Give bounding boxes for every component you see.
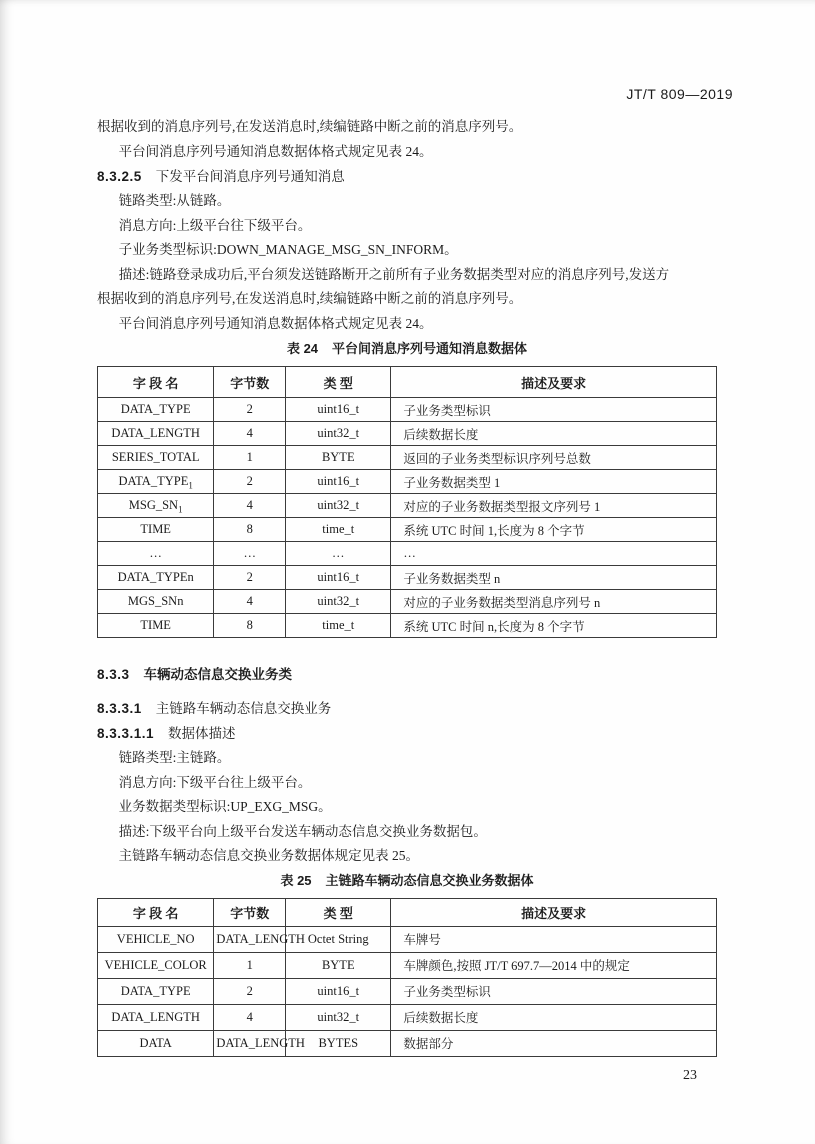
table-cell-bytes: … xyxy=(214,542,286,566)
body-line: 平台间消息序列号通知消息数据体格式规定见表 24。 xyxy=(118,143,433,159)
table-cell-field: … xyxy=(98,542,214,566)
table-cell-field: TIME xyxy=(98,614,214,638)
table-cell-desc: 子业务类型标识 xyxy=(391,978,717,1004)
col-header-type: 类 型 xyxy=(286,367,391,398)
body-line: 描述:链路登录成功后,平台须发送链路断开之前所有子业务数据类型对应的消息序列号,发送方 xyxy=(118,266,670,282)
table-row xyxy=(98,518,717,542)
page-number: 23 xyxy=(683,1067,697,1083)
table-row xyxy=(98,590,717,614)
col-header-type: 类 型 xyxy=(286,898,391,926)
table-cell-desc: 车牌颜色,按照 JT/T 697.7—2014 中的规定 xyxy=(391,952,717,978)
table-cell-bytes: DATA_LENGTH xyxy=(214,1030,286,1056)
field-subscript: 1 xyxy=(178,504,183,515)
table-cell-type: uint16_t xyxy=(286,978,391,1004)
table-cell-desc: 对应的子业务数据类型报文序列号 1 xyxy=(391,494,717,518)
col-header-description: 描述及要求 xyxy=(391,367,717,398)
table-cell-desc: 子业务数据类型 1 xyxy=(391,470,717,494)
table-cell-type: uint32_t xyxy=(286,494,391,518)
col-header-field-name: 字 段 名 xyxy=(98,898,214,926)
table-cell-bytes: 1 xyxy=(214,446,286,470)
table-cell-field: MGS_SNn xyxy=(98,590,214,614)
table-25-label: 表 25 xyxy=(280,872,312,888)
table-cell-bytes: DATA_LENGTH xyxy=(214,926,286,952)
table-cell-bytes: 8 xyxy=(214,518,286,542)
section-8-3-2-5-body xyxy=(97,189,717,336)
table-cell-desc: 后续数据长度 xyxy=(391,1004,717,1030)
table-25-title: 主链路车辆动态信息交换业务数据体 xyxy=(325,872,534,888)
body-line: 子业务类型标识:DOWN_MANAGE_MSG_SN_INFORM。 xyxy=(118,242,458,257)
table-cell-desc: 子业务类型标识 xyxy=(391,398,717,422)
table-24-label: 表 24 xyxy=(286,341,319,356)
section-number: 8.3.2.5 xyxy=(97,169,142,184)
table-cell-field: DATA_TYPE xyxy=(98,978,214,1004)
table-25-caption xyxy=(97,871,717,891)
table-cell-desc: 车牌号 xyxy=(391,926,717,952)
table-cell-bytes: 4 xyxy=(214,590,286,614)
section-title: 数据体描述 xyxy=(168,726,236,741)
body-line: 平台间消息序列号通知消息数据体格式规定见表 24。 xyxy=(118,315,433,331)
section-title: 主链路车辆动态信息交换业务 xyxy=(155,701,332,716)
table-row xyxy=(98,978,717,1004)
table-row xyxy=(98,614,717,638)
table-cell-desc: 子业务数据类型 n xyxy=(391,566,717,590)
table-row xyxy=(98,1030,717,1056)
table-cell-type: time_t xyxy=(286,614,391,638)
table-row xyxy=(98,422,717,446)
table-row xyxy=(98,446,717,470)
section-number: 8.3.3 xyxy=(97,667,130,682)
table-cell-desc: 数据部分 xyxy=(391,1030,717,1056)
running-header xyxy=(97,86,733,103)
section-number: 8.3.3.1.1 xyxy=(97,726,155,741)
section-title: 车辆动态信息交换业务类 xyxy=(143,667,293,682)
table-24-title: 平台间消息序列号通知消息数据体 xyxy=(332,341,528,356)
body-line: 根据收到的消息序列号,在发送消息时,续编链路中断之前的消息序列号。 xyxy=(97,291,523,306)
table-cell-type: BYTE xyxy=(286,952,391,978)
intro-paragraphs xyxy=(97,115,717,164)
table-cell-type: uint16_t xyxy=(286,470,391,494)
table-cell-field: TIME xyxy=(98,518,214,542)
table-24-header-row xyxy=(98,367,717,398)
table-cell-field: $DATA\_TYPE_1$ xyxy=(98,470,214,494)
table-row xyxy=(98,1004,717,1030)
section-heading-8-3-3-1-1 xyxy=(97,721,717,746)
section-8-3-3-1-1-body xyxy=(97,746,717,869)
body-line: 链路类型:从链路。 xyxy=(118,193,231,208)
body-line: 消息方向:下级平台往上级平台。 xyxy=(118,774,312,790)
body-line: 链路类型:主链路。 xyxy=(118,750,231,765)
table-cell-field: SERIES_TOTAL xyxy=(98,446,214,470)
table-cell-bytes: 4 xyxy=(214,422,286,446)
body-line: 根据收到的消息序列号,在发送消息时,续编链路中断之前的消息序列号。 xyxy=(97,119,523,134)
section-heading-8-3-3-1 xyxy=(97,696,717,721)
body-line: 主链路车辆动态信息交换业务数据体规定见表 25。 xyxy=(118,848,419,863)
table-row xyxy=(98,470,717,494)
table-row xyxy=(98,926,717,952)
section-heading-8-3-2-5 xyxy=(97,164,717,189)
table-cell-type: uint32_t xyxy=(286,1004,391,1030)
table-cell-desc: 返回的子业务类型标识序列号总数 xyxy=(391,446,717,470)
table-25-header-row xyxy=(98,898,717,926)
table-cell-bytes: 1 xyxy=(214,952,286,978)
table-cell-type: BYTES xyxy=(286,1030,391,1056)
table-cell-bytes: 4 xyxy=(214,494,286,518)
page-content xyxy=(97,0,733,1084)
section-number: 8.3.3.1 xyxy=(97,701,142,716)
table-row xyxy=(98,398,717,422)
col-header-field-name: 字 段 名 xyxy=(98,367,214,398)
doc-code: JT/T 809—2019 xyxy=(626,86,733,102)
table-24-body xyxy=(98,398,717,638)
table-cell-type: uint32_t xyxy=(286,590,391,614)
table-cell-bytes: 8 xyxy=(214,614,286,638)
table-cell-field: DATA xyxy=(98,1030,214,1056)
table-cell-field: DATA_TYPE xyxy=(98,398,214,422)
table-row xyxy=(98,566,717,590)
table-cell-type: Octet String xyxy=(286,926,391,952)
table-cell-desc: 系统 UTC 时间 n,长度为 8 个字节 xyxy=(391,614,717,638)
table-24-caption xyxy=(97,339,717,359)
table-cell-field: VEHICLE_NO xyxy=(98,926,214,952)
body-line: 消息方向:上级平台往下级平台。 xyxy=(118,217,312,233)
section-title: 下发平台间消息序列号通知消息 xyxy=(155,169,345,184)
table-25 xyxy=(97,898,717,1057)
section-heading-8-3-3 xyxy=(97,662,717,687)
table-cell-bytes: 2 xyxy=(214,470,286,494)
field-subscript: 1 xyxy=(188,480,193,491)
body-line: 描述:下级平台向上级平台发送车辆动态信息交换业务数据包。 xyxy=(118,823,487,839)
table-25-body xyxy=(98,926,717,1056)
table-cell-type: uint32_t xyxy=(286,422,391,446)
col-header-byte-count: 字节数 xyxy=(214,898,286,926)
table-cell-desc: 后续数据长度 xyxy=(391,422,717,446)
table-cell-field: VEHICLE_COLOR xyxy=(98,952,214,978)
table-cell-type: uint16_t xyxy=(286,566,391,590)
table-cell-bytes: 2 xyxy=(214,566,286,590)
table-row xyxy=(98,494,717,518)
table-cell-bytes: 2 xyxy=(214,398,286,422)
table-cell-desc: 对应的子业务数据类型消息序列号 n xyxy=(391,590,717,614)
table-cell-field: DATA_TYPEn xyxy=(98,566,214,590)
table-cell-bytes: 2 xyxy=(214,978,286,1004)
table-cell-type: time_t xyxy=(286,518,391,542)
table-row xyxy=(98,952,717,978)
table-cell-desc: … xyxy=(391,542,717,566)
col-header-byte-count: 字节数 xyxy=(214,367,286,398)
table-cell-type: uint16_t xyxy=(286,398,391,422)
table-cell-type: … xyxy=(286,542,391,566)
table-cell-desc: 系统 UTC 时间 1,长度为 8 个字节 xyxy=(391,518,717,542)
body-line: 业务数据类型标识:UP_EXG_MSG。 xyxy=(118,799,332,814)
table-row xyxy=(98,542,717,566)
table-cell-type: BYTE xyxy=(286,446,391,470)
col-header-description: 描述及要求 xyxy=(391,898,717,926)
table-cell-bytes: 4 xyxy=(214,1004,286,1030)
table-cell-field: DATA_LENGTH xyxy=(98,1004,214,1030)
table-24 xyxy=(97,366,717,638)
table-cell-field: $MSG\_SN_1$ xyxy=(98,494,214,518)
table-cell-field: DATA_LENGTH xyxy=(98,422,214,446)
